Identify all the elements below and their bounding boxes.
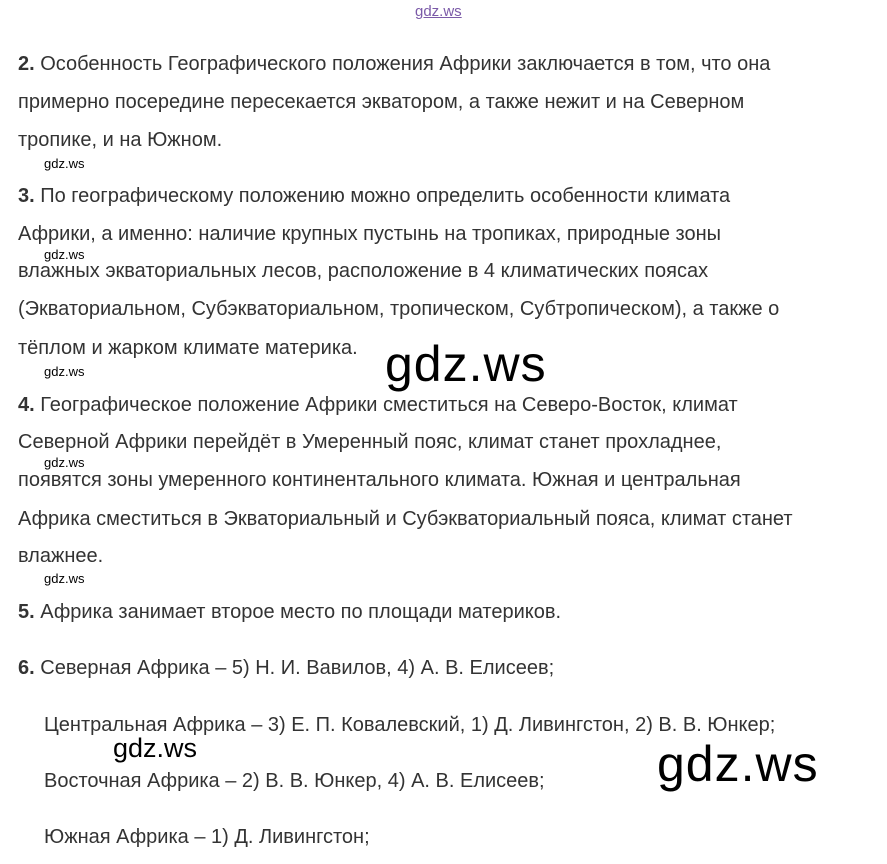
answer-4-number: 4. [18,394,35,416]
answer-5-text: Африка занимает второе место по площади материков. [40,601,562,623]
answer-2-line-3: тропике, и на Южном. [18,129,223,151]
answer-3-text-1: По географическому положению можно определить особенности климата [40,185,731,207]
answer-6-number: 6. [18,657,35,679]
answer-6-text-1: Северная Африка – 5) Н. И. Вавилов, 4) А. В. Елисеев; [40,657,555,679]
answer-3-line-1 [18,184,730,208]
answer-4-text-1: Географическое положение Африки сместиться на Северо-Восток, климат [40,394,738,416]
answer-3-line-4: (Экваториальном, Субэкваториальном, тропическом, Субтропическом), а также о [18,298,780,320]
watermark-mid-left: gdz.ws [113,733,198,763]
answer-4-line-5: влажнее. [18,545,104,567]
answer-5-number: 5. [18,601,35,623]
watermark-small-4: gdz.ws [44,455,85,470]
answer-2-number: 2. [18,53,35,75]
watermark-small-2: gdz.ws [44,247,85,262]
answer-3-line-5: тёплом и жарком климате материка. [18,337,358,359]
watermark-big-center: gdz.ws [385,336,547,392]
watermark-big-right: gdz.ws [657,736,819,792]
answer-4-line-2: Северной Африки перейдёт в Умеренный пояс, климат станет прохладнее, [18,431,722,453]
answer-4-line-3: появятся зоны умеренного континентального климата. Южная и центральная [18,469,741,491]
answer-4-line-1 [18,393,738,417]
answer-3-line-3: влажных экваториальных лесов, расположение в 4 климатических поясах [18,260,709,282]
answer-2-line-1 [18,52,770,76]
answer-2-line-2: примерно посередине пересекается экватором, а также нежит и на Северном [18,91,745,113]
answer-6-line-3: Восточная Африка – 2) В. В. Юнкер, 4) А. В. Елисеев; [44,770,545,792]
answer-3-number: 3. [18,185,35,207]
watermark-small-1: gdz.ws [44,156,85,171]
answer-5-line [18,600,561,624]
watermark-small-3: gdz.ws [44,364,85,379]
watermark-small-5: gdz.ws [44,571,85,586]
answer-2-text-1: Особенность Географического положения Африки заключается в том, что она [40,53,771,75]
answer-4-line-4: Африка сместиться в Экваториальный и Субэкваториальный пояса, климат станет [18,508,793,530]
answer-6-line-1 [18,656,554,680]
answer-6-line-4: Южная Африка – 1) Д. Ливингстон; [44,826,370,848]
answer-3-line-2: Африки, а именно: наличие крупных пустынь на тропиках, природные зоны [18,223,722,245]
watermark-top[interactable]: gdz.ws [415,3,462,20]
answer-6-line-2: Центральная Африка – 3) Е. П. Ковалевский, 1) Д. Ливингстон, 2) В. В. Юнкер; [44,714,776,736]
